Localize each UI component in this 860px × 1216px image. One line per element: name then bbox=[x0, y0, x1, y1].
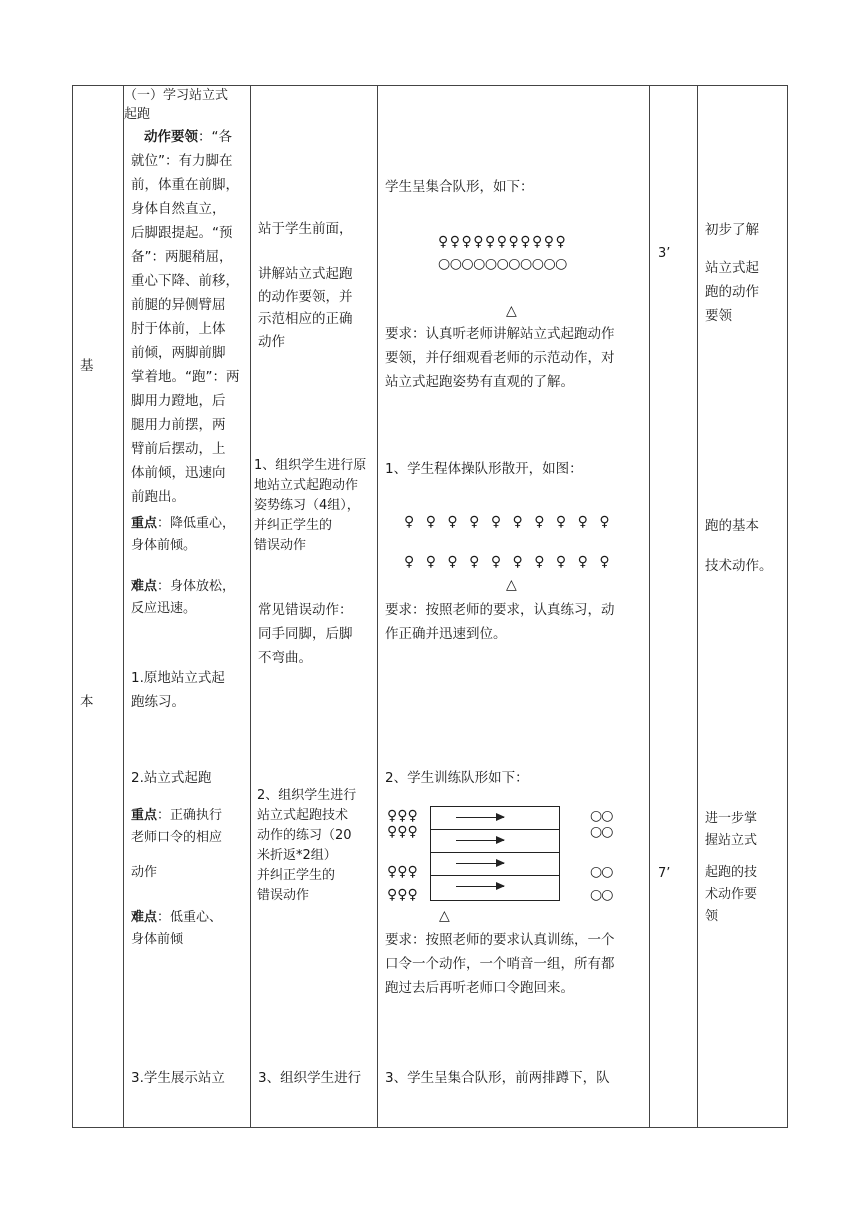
exercise-1: 1.原地站立式起 跑练习。 bbox=[131, 670, 225, 710]
formation-2-intro: 1、学生程体操队形散开，如图： bbox=[385, 461, 583, 477]
key-point-2-text: ：正确执行 老师口令的相应 bbox=[131, 808, 223, 845]
column-divider-2 bbox=[250, 85, 251, 1128]
time-2: 7’ bbox=[658, 866, 671, 881]
key-point-2 bbox=[131, 805, 249, 849]
difficulty-2 bbox=[131, 907, 249, 951]
table-bottom-border bbox=[72, 1127, 788, 1128]
teacher-explain: 站于学生前面， 讲解站立式起跑 的动作要领，并 示范相应的正确 动作 bbox=[258, 221, 353, 350]
formation-1-female-row: ♀♀♀♀♀♀♀♀♀♀♀ bbox=[438, 234, 568, 250]
key-point-2-label: 重点 bbox=[131, 808, 158, 823]
column-divider-4 bbox=[649, 85, 650, 1128]
essentials-text: ：“各 就位”：有力脚在 前，体重在前脚， 身体自然直立， 后脚跟提起。“预 备”：两腿稍屈， 重心下降、前移， 前腿的异侧臂屈 肘于体前，上体 前倾，两脚前脚 掌着地。“跑”：两 脚用力蹬地，后 腿用力前摆，两 臂前后摆动，上 体前倾，迅速向 前跑出。 bbox=[131, 129, 240, 505]
lane-partners-1: ○○ bbox=[590, 808, 613, 824]
formation-2-row-1: ♀ ♀ ♀ ♀ ♀ ♀ ♀ ♀ ♀ ♀ bbox=[404, 514, 614, 530]
section-label-top: 基 bbox=[80, 358, 94, 374]
goal-1-rest: 站立式起 跑的动作 要领 bbox=[705, 260, 759, 324]
lane-partners-3: ○○ bbox=[590, 864, 613, 880]
goal-3-part-2: 起跑的技 术动作要 领 bbox=[705, 865, 758, 924]
lane-students-2: ♀♀♀ bbox=[387, 824, 418, 840]
difficulty-2-label: 难点 bbox=[131, 910, 158, 925]
formation-1-intro: 学生呈集合队形，如下： bbox=[385, 179, 534, 195]
lane-arrow-3 bbox=[456, 863, 504, 864]
key-point-1-label: 重点 bbox=[131, 516, 158, 531]
common-errors: 常见错误动作： 同手同脚，后脚 不弯曲。 bbox=[258, 602, 353, 666]
lane-arrow-4 bbox=[456, 886, 504, 887]
difficulty-1 bbox=[131, 576, 249, 620]
goal-2-line-1: 跑的基本 bbox=[705, 518, 759, 534]
lane-partners-2: ○○ bbox=[590, 824, 613, 840]
requirement-3: 要求：按照老师的要求认真训练，一个 口令一个动作，一个哨音一组，所有都 跑过去后再听老师口令跑回来。 bbox=[385, 932, 615, 996]
lane-students-3: ♀♀♀ bbox=[387, 864, 418, 880]
formation-1-male-row: ○○○○○○○○○○○ bbox=[438, 256, 567, 272]
time-1: 3’ bbox=[658, 246, 671, 261]
goal-3-part-1: 进一步掌 握站立式 bbox=[705, 811, 758, 848]
formation-4-intro: 3、学生呈集合队形，前两排蹲下，队 bbox=[385, 1070, 610, 1086]
lane-partners-4: ○○ bbox=[590, 887, 613, 903]
lesson-title: （一）学习站立式 起跑 bbox=[124, 88, 229, 122]
column-divider-1 bbox=[123, 85, 124, 1128]
column-divider-3 bbox=[377, 85, 378, 1128]
teacher-organize-1: 1、组织学生进行原 地站立式起跑动作 姿势练习（4组）， 并纠正学生的 错误动作 bbox=[254, 458, 367, 553]
teacher-marker-1: △ bbox=[506, 303, 520, 319]
teacher-organize-3: 3、组织学生进行 bbox=[258, 1070, 362, 1086]
requirement-2: 要求：按照老师的要求，认真练习，动 作正确并迅速到位。 bbox=[385, 602, 615, 642]
difficulty-2-text: ：低重心、 身体前倾 bbox=[131, 910, 223, 947]
lane-divider-3 bbox=[430, 875, 560, 876]
lane-divider-1 bbox=[430, 829, 560, 830]
key-point-1 bbox=[131, 513, 249, 557]
teacher-marker-3: △ bbox=[439, 908, 453, 924]
difficulty-1-label: 难点 bbox=[131, 579, 158, 594]
table-left-border bbox=[72, 85, 73, 1128]
section-label-bottom: 本 bbox=[80, 694, 94, 710]
key-point-2-cont: 动作 bbox=[131, 865, 158, 880]
lane-arrow-2 bbox=[456, 840, 504, 841]
table-right-border bbox=[787, 85, 788, 1128]
exercise-3: 3.学生展示站立 bbox=[131, 1070, 225, 1086]
requirement-1: 要求：认真听老师讲解站立式起跑动作 要领，并仔细观看老师的示范动作，对 站立式起跑姿势有直观的了解。 bbox=[385, 326, 615, 390]
teacher-marker-2: △ bbox=[506, 577, 520, 593]
formation-2-row-2: ♀ ♀ ♀ ♀ ♀ ♀ ♀ ♀ ♀ ♀ bbox=[404, 554, 614, 570]
key-point-1-text: ：降低重心， 身体前倾。 bbox=[131, 516, 236, 553]
lane-arrow-1 bbox=[456, 817, 504, 818]
action-essentials bbox=[131, 125, 249, 509]
exercise-2: 2.站立式起跑 bbox=[131, 770, 212, 786]
teacher-organize-2: 2、组织学生进行 站立式起跑技术 动作的练习（20 米折返*2组） 并纠正学生的 错误动作 bbox=[257, 788, 357, 903]
lane-students-1: ♀♀♀ bbox=[387, 808, 418, 824]
difficulty-1-text: ：身体放松， 反应迅速。 bbox=[131, 579, 236, 616]
column-divider-5 bbox=[697, 85, 698, 1128]
goal-2-line-2: 技术动作。 bbox=[705, 558, 773, 574]
formation-3-intro: 2、学生训练队形如下： bbox=[385, 770, 529, 786]
lane-students-4: ♀♀♀ bbox=[387, 887, 418, 903]
lane-divider-2 bbox=[430, 852, 560, 853]
goal-1-line-1: 初步了解 bbox=[705, 222, 759, 238]
essentials-label: 动作要领 bbox=[144, 129, 198, 145]
